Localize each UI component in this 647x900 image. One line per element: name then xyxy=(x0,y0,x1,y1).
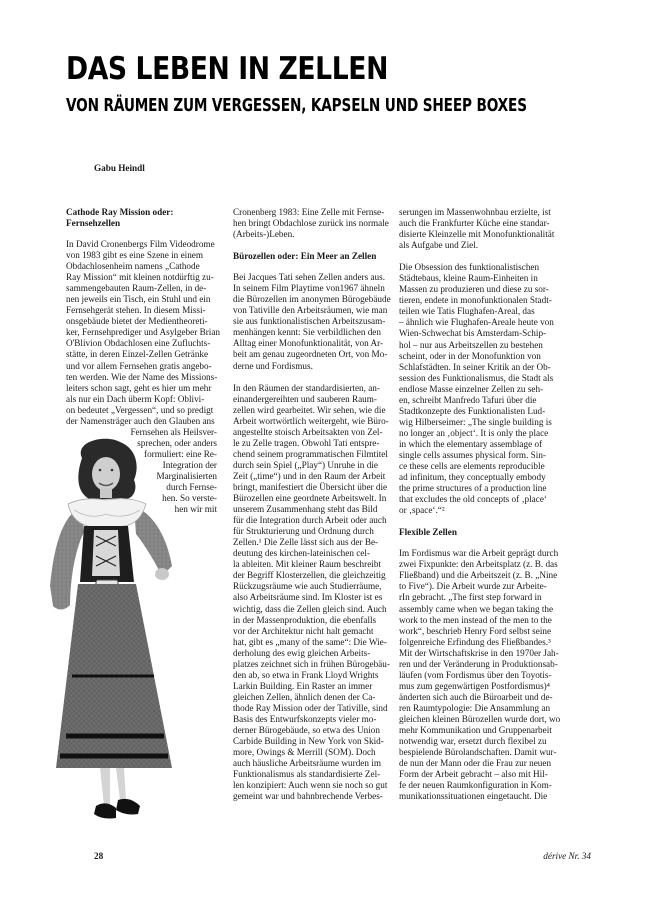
section-heading-cathode: Cathode Ray Mission oder: Fernsehzellen xyxy=(66,207,174,228)
text-line: Form der Arbeit gebracht – also mit Hil- xyxy=(399,769,548,780)
text-line: in der Massenproduktion, die ebenfalls xyxy=(233,614,377,625)
text-line: Bürozellen eine geordnete Arbeitswelt. In xyxy=(233,493,387,504)
text-line: für Strukturierung und Ordnung durch xyxy=(233,526,374,537)
article-subtitle: VON RÄUMEN ZUM VERGESSEN, KAPSELN UND SHEEP BOXES xyxy=(66,96,527,116)
text-line: Die Obsession des funktionalistischen xyxy=(399,262,540,273)
text-line: Basis des Entwurfskonzepts vieler mo- xyxy=(233,713,377,724)
text-line: gleichen kleinen Bürozellen wurde dort, wo xyxy=(399,713,561,724)
text-column-2 xyxy=(233,207,391,802)
text-line: onsgebäude bietet der Medientheoreti- xyxy=(66,316,208,327)
text-line: stätte, in deren Einzel-Zellen Getränke xyxy=(66,349,209,360)
text-line: Zellen.¹ Die Zelle lässt sich aus der Be- xyxy=(233,537,379,548)
text-line: folgenreiche Erfindung des Fließbandes.³ xyxy=(399,636,551,647)
text-line: – ähnlich wie Flughafen-Areale heute von xyxy=(399,317,554,328)
text-line: Im Fordismus war die Arbeit geprägt durch xyxy=(399,548,559,559)
text-line: Zeit („time“) und in den Raum der Arbeit xyxy=(233,470,386,481)
text-line: Stadtkonzepte des Funktionalisten Lud- xyxy=(399,405,546,416)
text-line: in which the elementary assemblage of xyxy=(399,438,543,449)
text-line: work“, beschrieb Henry Ford selbst seine xyxy=(399,625,552,636)
text-line: der Begriff Klosterzellen, die gleichzeitig xyxy=(233,570,386,581)
text-line: In David Cronenbergs Film Videodrome xyxy=(66,239,215,249)
text-line: ce these cells are elements reproducible xyxy=(399,461,545,472)
col3-para-3 xyxy=(399,548,560,802)
text-line: Fließband) und die Arbeitszeit (z. B. „Nine xyxy=(399,570,558,581)
text-line: work to the men instead of the men to the xyxy=(399,614,552,625)
text-line: hat, gibt es „many of the same“: Die Wie- xyxy=(233,636,387,647)
text-line: wichtig, dass die Zellen gleich sind. Auch xyxy=(233,603,387,614)
article-title: DAS LEBEN IN ZELLEN xyxy=(66,51,388,87)
text-line: nen jeweils ein Tisch, ein Stuhl und ein xyxy=(66,294,211,305)
text-line: änderten sich auch die Büroarbeit und de- xyxy=(399,691,553,702)
text-line: gleichen Zellen, ähnlich denen der Ca- xyxy=(233,691,376,702)
text-line: beit am genau zugeordneten Ort, von Mo- xyxy=(233,349,388,360)
text-line: auch häusliche Arbeitsräume wurden im xyxy=(233,758,381,769)
text-line: die Bürozellen im anonymen Bürogebäude xyxy=(233,294,391,305)
text-line: Ray Mission“ mit kleinen notdürftig zu- xyxy=(66,272,214,283)
text-line: von Tativille den Arbeitsräumen, wie man xyxy=(233,305,388,316)
text-line: endlose Masse einzelner Zellen zu seh- xyxy=(399,383,544,394)
text-line: en, schreibt Manfredo Tafuri über die xyxy=(399,394,537,405)
text-line: sammengebauten Raum-Zellen, in de- xyxy=(66,283,207,294)
text-line: the prime structures of a production line xyxy=(399,483,547,494)
text-line: hen bringt Obdachlose zurück ins normale xyxy=(233,218,389,229)
page-number: 28 xyxy=(94,851,104,861)
section-heading-buerozellen: Bürozellen oder: Ein Meer an Zellen xyxy=(233,251,377,262)
text-line: scheint, oder in der Monofunktion von xyxy=(399,350,541,361)
text-line: Alltag einer Monofunktionalität, von Ar- xyxy=(233,338,384,349)
text-line: derne und Fordismus. xyxy=(233,360,313,371)
text-line: session des Funktionalismus, die Stadt als xyxy=(399,372,554,383)
text-line: Schlafstädten. In seiner Kritik an der Ob- xyxy=(399,361,551,372)
text-line: assembly came when we began taking the xyxy=(399,603,554,614)
text-line: leiters schon sagt, geht es hier um mehr xyxy=(66,382,212,393)
text-line: deutung des kirchen-lateinischen cel- xyxy=(233,548,370,559)
text-line: bringt, manifestiert die Übersicht über die xyxy=(233,481,388,492)
text-line: und vor allem Fernsehen gratis angebo- xyxy=(66,360,212,371)
text-line: unserem Zusammenhang steht das Bild xyxy=(233,504,378,515)
text-line: single cells assumes physical form. Sin- xyxy=(399,449,546,460)
text-line: mehr Kommunikation und Gruppenarbeit xyxy=(399,725,552,736)
text-line: als nur ein Dach überm Kopf: Oblivi- xyxy=(66,393,205,404)
text-line: disierte Kleinzelle mit Monofunktionalität xyxy=(399,229,555,240)
text-line: läufen (vom Fordismus über den Toyotis- xyxy=(399,669,552,680)
text-line: ten werden. Wie der Name des Missions- xyxy=(66,371,218,382)
text-line: la ableiten. Mit kleiner Raum beschreibt xyxy=(233,559,381,570)
text-line: einandergereihten und sauberen Raum- xyxy=(233,393,377,404)
text-line: that excludes the old concepts of ‚place‘ xyxy=(399,494,547,505)
text-line: derner Bürogebäude, so etwa des Union xyxy=(233,725,380,736)
text-line: sprechen, oder anders xyxy=(137,437,217,448)
text-line: wig Hilberseimer: „The single building is xyxy=(399,416,552,427)
text-line: de nun der Mann oder die Frau zur neuen xyxy=(399,758,552,769)
text-line: Larkin Building. Ein Raster an immer xyxy=(233,680,373,691)
text-line: le zu Zelle tragen. Obwohl Tati entspre- xyxy=(233,437,380,448)
text-line: Wien-Schwechat bis Amsterdam-Schip- xyxy=(399,328,547,339)
text-line: ker, Fernsehprediger und Asylgeber Brian xyxy=(66,327,220,338)
text-line: len konzipiert: Auch wenn sie noch so gut xyxy=(233,780,388,791)
col3-para-1 xyxy=(399,207,560,251)
text-line: Arbeit wortwörtlich weitergeht, wie Büro- xyxy=(233,415,389,426)
text-line: platzes zeichnet sich in frühen Bürogebäu- xyxy=(233,658,390,669)
text-line: O'Blivion Obdachlosen eine Zufluchts- xyxy=(66,338,211,349)
text-line: sie aus funktionalistischen Arbeitszusam- xyxy=(233,316,386,327)
text-line: no longer an ‚object‘. It is only the place xyxy=(399,427,549,438)
text-line: thode Ray Mission oder der Tativille, sind xyxy=(233,702,388,713)
text-line: durch sein Spiel („Play“) Unruhe in die xyxy=(233,459,378,470)
col3-para-2 xyxy=(399,262,560,516)
text-line: mus zum gegenwärtigen Postfordismus)⁴ xyxy=(399,680,550,691)
text-line: Fernsehgerät stehen. In diesem Missi- xyxy=(66,305,206,316)
text-line: ren und der Veränderung in Produktionsab- xyxy=(399,658,558,669)
col2-para-2 xyxy=(233,382,390,803)
text-line: Mit der Wirtschaftskrise in den 1970er Jah- xyxy=(399,647,559,658)
text-line: menhängen kennt: Sie verbildlichen den xyxy=(233,327,381,338)
text-line: or ‚space‘.“² xyxy=(399,505,445,516)
text-line: fe der neuen Raumkonfiguration in Kom- xyxy=(399,780,552,791)
text-line: hen wir mit xyxy=(174,504,217,515)
text-line: für die Integration durch Arbeit oder auch xyxy=(233,515,387,526)
section-heading-flexible: Flexible Zellen xyxy=(399,527,457,538)
text-line: formuliert: eine Re- xyxy=(144,448,217,459)
text-line: In seinem Film Playtime von1967 ähneln xyxy=(233,283,385,294)
text-line: on bedeutet „Vergessen“, und so predigt xyxy=(66,404,214,415)
text-line: chend seinem programmatischen Filmtitel xyxy=(233,448,388,459)
text-line: Marginalisierten xyxy=(156,470,217,481)
text-line: tieren, endete in monofunktionalen Stadt- xyxy=(399,295,552,306)
text-line: gemeint war und bahnbrechende Verbes- xyxy=(233,791,383,802)
text-line: also Arbeitsräume sind. Im Kloster ist es xyxy=(233,592,383,603)
text-line: Fernsehen als Heilsver- xyxy=(130,426,217,437)
text-line: Massen zu produzieren und diese zu sor- xyxy=(399,284,549,295)
text-line: serungen im Massenwohnbau erzielte, ist xyxy=(399,207,551,217)
magazine-issue: dérive Nr. 34 xyxy=(543,851,591,861)
text-line: zwei Fixpunkte: den Arbeitsplatz (z. B. das xyxy=(399,559,558,570)
text-line: ren Raumtypologie: Die Ansammlung an xyxy=(399,702,551,713)
text-line: ad infinitum, they conceptually embody xyxy=(399,472,546,483)
text-line: Bei Jacques Tati sehen Zellen anders aus. xyxy=(233,272,386,283)
text-line: Obdachlosenheim namens „Cathode xyxy=(66,261,200,272)
text-line: der Namensträger auch den Glauben ans xyxy=(66,415,215,426)
text-line: Rückzugsräume wie auch Studierräume, xyxy=(233,581,382,592)
col2-intro xyxy=(233,207,389,240)
text-line: Funktionalismus als standardisierte Zel- xyxy=(233,769,381,780)
text-line: Cronenberg 1983: Eine Zelle mit Fernse- xyxy=(233,207,385,217)
woman-in-dirndl-photo xyxy=(44,436,212,836)
text-line: angestellte stoisch Arbeitsakten von Zel- xyxy=(233,426,383,437)
text-line: teilen wie Tatis Flughafen-Areal, das xyxy=(399,306,535,317)
author-name: Gabu Heindl xyxy=(94,163,145,173)
text-line: durch Fernse- xyxy=(166,482,217,493)
text-line: notwendig war, ersetzt durch flexibel zu xyxy=(399,736,547,747)
text-line: Integration der xyxy=(162,459,217,470)
text-line: Carbide Building in New York von Skid- xyxy=(233,736,384,747)
text-line: derholung des ewig gleichen Arbeits- xyxy=(233,647,371,658)
text-line: von 1983 gibt es eine Szene in einem xyxy=(66,250,204,261)
text-line: Städtebaus, kleine Raum-Einheiten in xyxy=(399,273,538,284)
col2-para-1 xyxy=(233,272,391,371)
text-line: als Aufgabe und Ziel. xyxy=(399,240,479,251)
text-line: vor der Architektur nicht halt gemacht xyxy=(233,625,374,636)
text-line: more, Owings & Merrill (SOM). Doch xyxy=(233,747,376,758)
text-line: bespielende Bürolandschaften. Damit wur- xyxy=(399,747,557,758)
text-line: hol – nur aus Arbeitszellen zu bestehen xyxy=(399,339,543,350)
text-line: auch die Frankfurter Küche eine standar- xyxy=(399,218,550,229)
text-line: den ab, so etwa in Frank Lloyd Wrights xyxy=(233,669,379,680)
text-line: zellen wird gearbeitet. Wir sehen, wie die xyxy=(233,404,386,415)
text-line: munikationssituationen eingetaucht. Die xyxy=(399,791,548,802)
text-line: rIn gebracht. „The first step forward in xyxy=(399,592,542,603)
text-line: to Five“). Die Arbeit wurde zur Arbeite- xyxy=(399,581,547,592)
col1-body xyxy=(66,239,220,427)
text-line: In den Räumen der standardisierten, an- xyxy=(233,382,380,393)
text-line: hen. So verste- xyxy=(162,493,217,504)
text-line: (Arbeits-)Leben. xyxy=(233,229,295,240)
text-column-3 xyxy=(399,207,560,802)
